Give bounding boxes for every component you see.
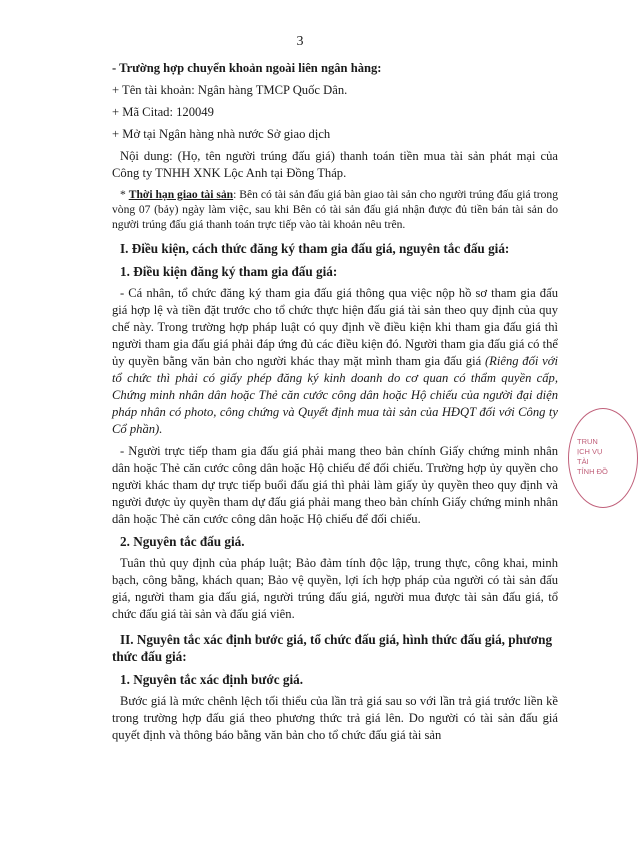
delivery-paragraph	[112, 187, 558, 232]
section-1-paragraph-2: - Người trực tiếp tham gia đấu giá phải mang theo bản chính Giấy chứng minh nhân dân hoặc Thẻ căn cước công dân hoặc Hộ chiếu để đối chiếu. Trường hợp ủy quyền cho người khác tham dự trực tiếp buổi đấu giá thì phải làm giấy ủy quyền theo quy định và người được ủy quyền tham dự đấu giá phải mang theo bản chính Giấy chứng minh nhân dân hoặc Thẻ căn cước công dân hoặc Hộ chiếu để đối chiếu.	[112, 444, 558, 526]
transfer-bank: + Mở tại Ngân hàng nhà nước Sở giao dịch	[112, 127, 331, 141]
section-1-sub-1-title: 1. Điều kiện đăng ký tham gia đấu giá:	[120, 264, 338, 279]
section-1-paragraph-1	[112, 285, 558, 438]
delivery-star: *	[120, 188, 129, 201]
section-1-sub-2-title: 2. Nguyên tắc đấu giá.	[120, 534, 245, 549]
section-2-sub-1-title: 1. Nguyên tắc xác định bước giá.	[120, 672, 304, 687]
section-2-title: II. Nguyên tắc xác định bước giá, tổ chức đấu giá, hình thức đấu giá, phương thức đấu giá:	[112, 632, 553, 664]
document-body	[112, 60, 558, 749]
section-2-paragraph-1: Bước giá là mức chênh lệch tối thiểu của lần trả giá sau so với lần trả giá trước liền kề trong trường hợp đấu giá theo phương thức trả giá lên. Do người có tài sản đấu giá quyết định và thông báo bằng văn bản cho tổ chức đấu giá tài sản	[112, 694, 558, 742]
section-1-title: I. Điều kiện, cách thức đăng ký tham gia đấu giá, nguyên tắc đấu giá:	[120, 241, 510, 256]
transfer-content: Nội dung: (Họ, tên người trúng đấu giá) thanh toán tiền mua tài sản phát mại của Công ty TNHH XNK Lộc Anh tại Đồng Tháp.	[112, 149, 558, 180]
delivery-text: : Bên có tài sản đấu giá bàn giao tài sản cho người trúng đấu giá trong vòng 07 (bảy) ngày làm việc, sau khi Bên có tài sản đấu giá nhận được đủ tiền bán tài sản do người trúng đấu giá thanh toán trực tiếp vào tài khoản nêu trên.	[112, 188, 559, 231]
transfer-account-name: + Tên tài khoản: Ngân hàng TMCP Quốc Dân.	[112, 83, 348, 97]
section-1-paragraph-3: Tuân thủ quy định của pháp luật; Bảo đảm tính độc lập, trung thực, công khai, minh bạch, công bằng, khách quan; Bảo vệ quyền, lợi ích hợp pháp của người có tài sản đấu giá, người tham gia đấu giá, người trúng đấu giá, người mua được tài sản đấu giá, tổ chức đấu giá tài sản và đấu giá viên.	[112, 556, 558, 621]
stamp-seal: TRUN ỊCH VỤ TÀI TỈNH ĐỒ	[568, 408, 638, 508]
section-1-paragraph-1-italic: (Riêng đối với tổ chức thì phải có giấy phép đăng ký kinh doanh do cơ quan có thẩm quyền cấp, Chứng minh nhân dân hoặc Thẻ căn cước công dân hoặc Hộ chiếu của người đại diện pháp nhân có photo, công chứng và Quyết định mua tài sản của HĐQT đối với Công ty Cổ phần).	[112, 354, 558, 436]
page-number: 3	[296, 34, 304, 49]
transfer-citad: + Mã Citad: 120049	[112, 105, 214, 119]
section-1-paragraph-1-text: - Cá nhân, tổ chức đăng ký tham gia đấu giá thông qua việc nộp hồ sơ tham gia đấu giá hợp lệ và tiền đặt trước cho tổ chức thực hiện đấu giá tài sản theo quy định của quy chế này. Trong trường hợp pháp luật có quy định về điều kiện khi tham gia đấu giá thì người tham gia đấu giá phải đáp ứng đủ các điều kiện đó. Người tham gia đấu giá có thể ủy quyền bằng văn bản cho người khác thay mặt mình tham gia đấu giá	[112, 286, 558, 368]
delivery-label: Thời hạn giao tài sản	[128, 188, 234, 201]
transfer-heading: - Trường hợp chuyển khoản ngoài liên ngân hàng:	[112, 61, 382, 75]
